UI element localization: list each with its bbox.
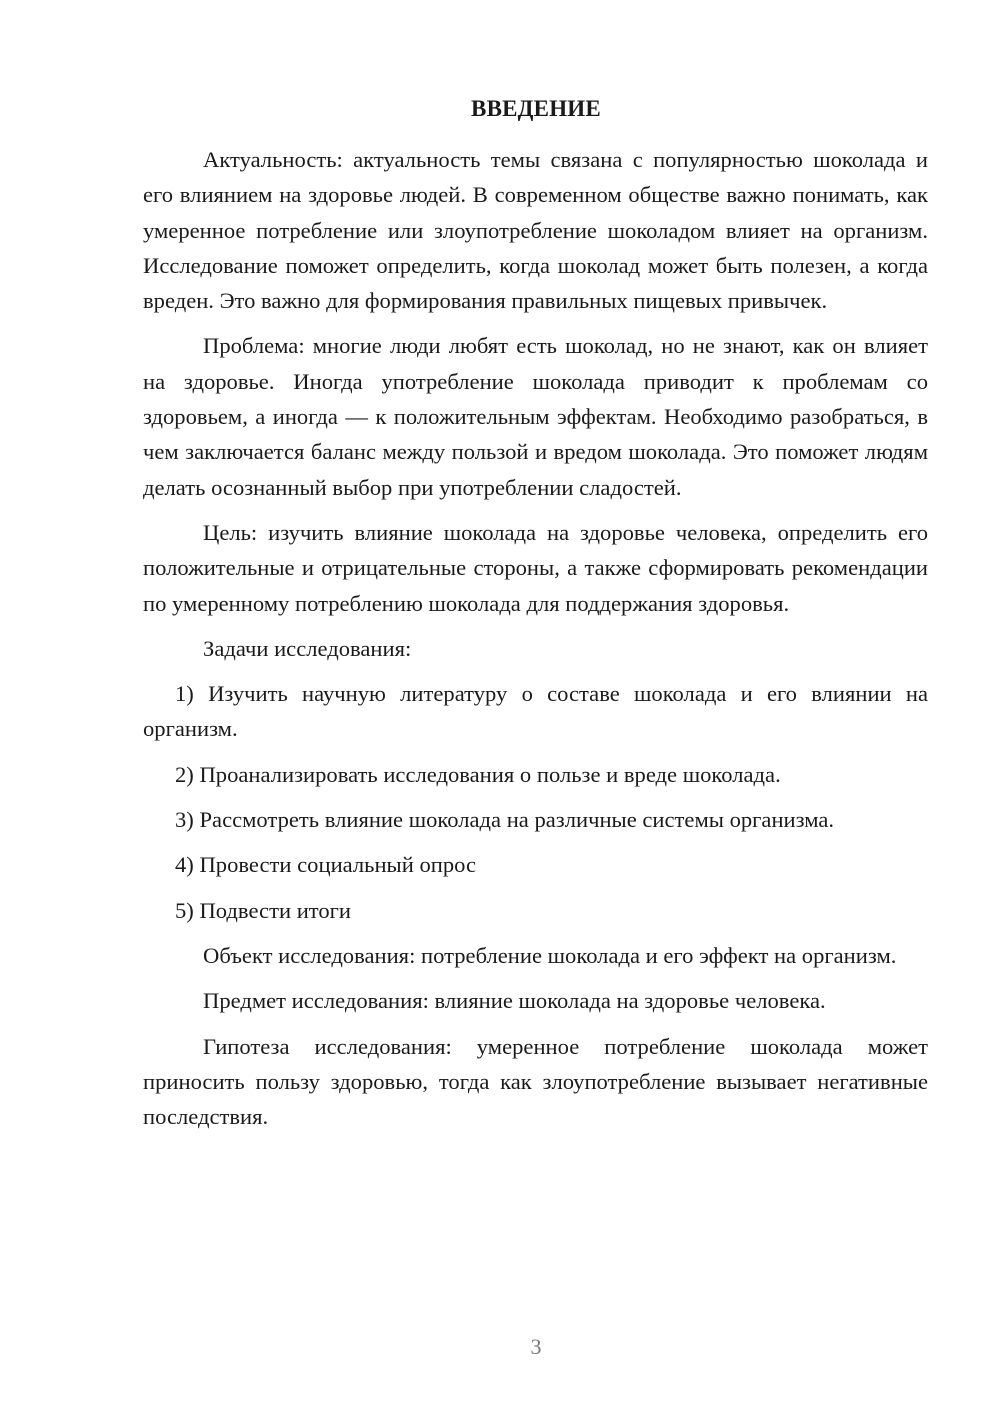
document-body <box>143 142 928 1144</box>
task-item: 5) Подвести итоги <box>175 897 352 923</box>
paragraph-object: Объект исследования: потребление шоколада и его эффект на организм. <box>203 942 897 968</box>
paragraph-tasks-heading: Задачи исследования: <box>203 635 412 661</box>
task-item: 2) Проанализировать исследования о пользе и вреде шоколада. <box>175 761 781 787</box>
paragraph-relevance: Актуальность: актуальность темы связана с популярностью шоколада и его влиянием на здоровье людей. В современном обществе важно понимать, как умеренное потребление или злоупотребление шоколадом влияет на организм. Исследование поможет определить, когда шоколад может быть полезен, а когда вреден. Это важно для формирования правильных пищевых привычек. <box>143 147 928 314</box>
task-item: 3) Рассмотреть влияние шоколада на различные системы организма. <box>175 807 835 833</box>
task-item: 1) Изучить научную литературу о составе шоколада и его влиянии на организм. <box>143 681 928 742</box>
paragraph-goal: Цель: изучить влияние шоколада на здоровье человека, определить его положительные и отрицательные стороны, а также сформировать рекомендации по умеренному потреблению шоколада для поддержания здоровья. <box>143 519 928 616</box>
paragraph-hypothesis: Гипотеза исследования: умеренное потребление шоколада может приносить пользу здоровью, тогда как злоупотребление вызывает негативные последствия. <box>143 1033 928 1130</box>
task-item: 4) Провести социальный опрос <box>175 852 477 878</box>
section-title: ВВЕДЕНИЕ <box>471 96 601 121</box>
paragraph-subject: Предмет исследования: влияние шоколада на здоровье человека. <box>203 988 826 1014</box>
paragraph-problem: Проблема: многие люди любят есть шоколад, но не знают, как он влияет на здоровье. Иногда употребление шоколада приводит к проблемам со здоровьем, а иногда — к положительным эффектам. Необходимо разобраться, в чем заключается баланс между пользой и вредом шоколада. Это поможет людям делать осознанный выбор при употреблении сладостей. <box>143 333 928 500</box>
page-number: 3 <box>530 1334 542 1359</box>
